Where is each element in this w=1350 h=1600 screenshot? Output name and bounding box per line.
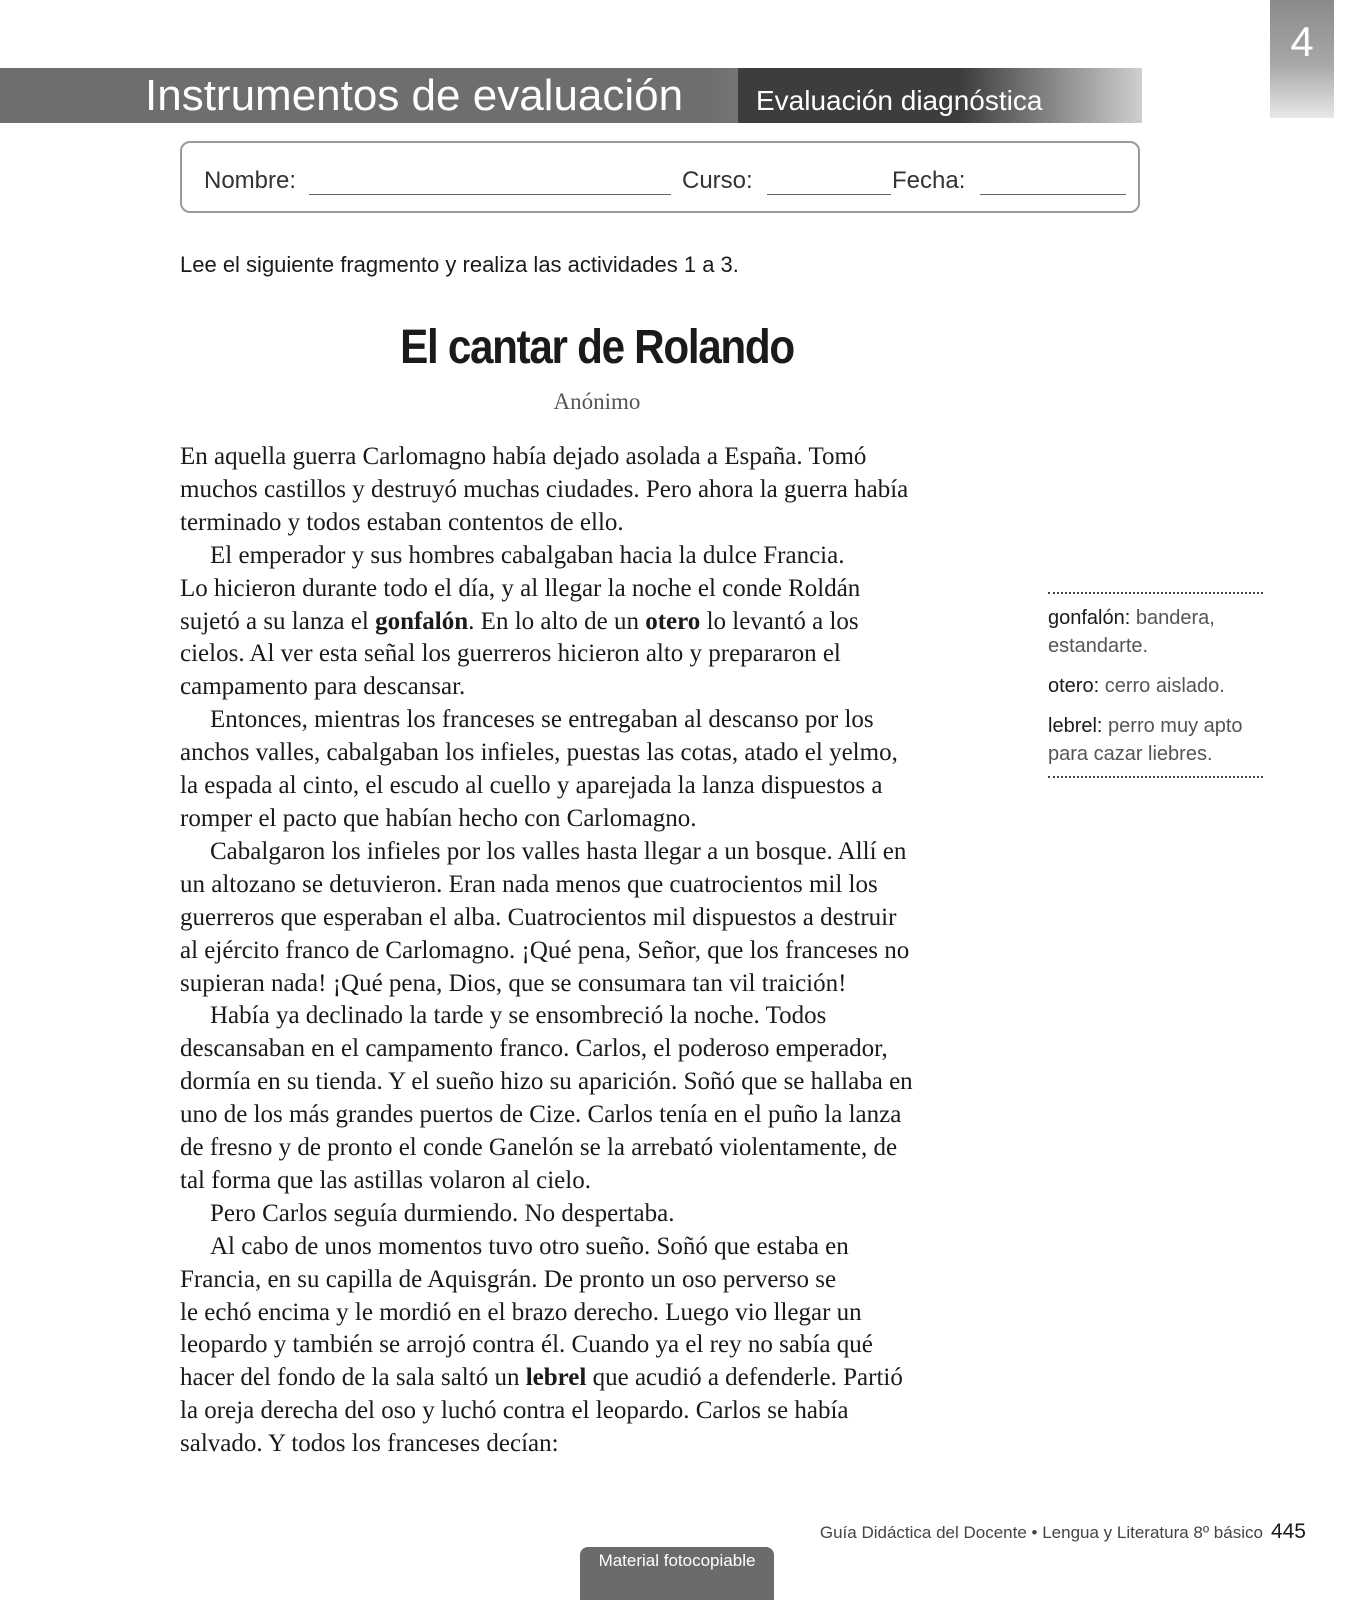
text-line: Francia, en su capilla de Aquisgrán. De pronto un oso perverso se: [180, 1265, 837, 1293]
text-segment: . En lo alto de un: [468, 607, 646, 635]
story-body: [180, 441, 1030, 1461]
name-field: [204, 167, 671, 195]
text-line: En aquella guerra Carlomagno había dejado asolada a España. Tomó: [180, 443, 867, 470]
header-subtitle: Evaluación diagnóstica: [756, 85, 1043, 116]
text-segment: hacer del fondo de la sala saltó un: [180, 1364, 526, 1392]
text-line: leopardo y también se arrojó contra él. Cuando ya el rey no sabía qué: [180, 1331, 873, 1359]
photocopy-tab: [580, 1547, 774, 1600]
text-segment: sujetó a su lanza el: [180, 607, 376, 635]
glossary-term: gonfalón:: [1048, 607, 1131, 629]
name-input-line[interactable]: [309, 168, 671, 195]
glossary-box: [1048, 592, 1263, 778]
footer-guide: [820, 1520, 1306, 1544]
story-author: Anónimo: [553, 389, 641, 414]
glossary-word-gonfalon: gonfalón: [375, 607, 469, 635]
glossary-definition: para cazar liebres.: [1048, 743, 1213, 765]
text-line: descansaban en el campamento franco. Carlos, el poderoso emperador,: [180, 1035, 888, 1063]
text-line: dormía en su tienda. Y el sueño hizo su aparición. Soñó que se hallaba en: [180, 1068, 913, 1096]
glossary-word-lebrel: lebrel: [525, 1364, 587, 1392]
photocopy-label: Material fotocopiable: [598, 1551, 756, 1570]
instructions: Lee el siguiente fragmento y realiza las actividades 1 a 3.: [180, 252, 739, 277]
date-label: Fecha:: [892, 167, 966, 194]
text-line: Pero Carlos seguía durmiendo. No despertaba.: [210, 1199, 675, 1227]
text-segment: lo levantó a los: [700, 607, 859, 635]
unit-number: 4: [1290, 18, 1314, 65]
glossary-definition: estandarte.: [1048, 635, 1149, 657]
text-line: de fresno y de pronto el conde Ganelón se la arrebató violentamente, de: [180, 1134, 898, 1162]
text-line: terminado y todos estaban contentos de ello.: [180, 508, 624, 536]
student-info-form: [180, 141, 1140, 213]
text-line: campamento para descansar.: [180, 673, 466, 701]
story-title: El cantar de Rolando: [400, 321, 794, 374]
date-input-line[interactable]: [980, 168, 1126, 195]
text-line: al ejército franco de Carlomagno. ¡Qué pena, Señor, que los franceses no: [180, 936, 910, 964]
text-line: Lo hicieron durante todo el día, y al llegar la noche el conde Roldán: [180, 574, 861, 602]
course-label: Curso:: [682, 167, 753, 194]
text-line: supieran nada! ¡Qué pena, Dios, que se consumara tan vil traición!: [180, 969, 847, 997]
name-label: Nombre:: [204, 167, 297, 194]
text-line: un altozano se detuvieron. Eran nada menos que cuatrocientos mil los: [180, 870, 878, 898]
glossary-term: otero:: [1048, 675, 1100, 697]
glossary-definition: bandera,: [1130, 607, 1215, 629]
course-field: [682, 167, 891, 195]
unit-tab: [1270, 0, 1334, 118]
glossary-definition: cerro aislado.: [1099, 675, 1225, 697]
text-line: muchos castillos y destruyó muchas ciudades. Pero ahora la guerra había: [180, 475, 909, 503]
text-line: la oreja derecha del oso y luchó contra el leopardo. Carlos se había: [180, 1397, 849, 1425]
text-line: Cabalgaron los infieles por los valles hasta llegar a un bosque. Allí en: [210, 837, 907, 865]
date-field: [892, 167, 1126, 195]
text-line: le echó encima y le mordió en el brazo derecho. Luego vio llegar un: [180, 1298, 862, 1326]
text-line: romper el pacto que habían hecho con Carlomagno.: [180, 804, 697, 832]
footer-guide-text: Guía Didáctica del Docente • Lengua y Literatura 8º básico: [819, 1523, 1263, 1542]
text-line: cielos. Al ver esta señal los guerreros hicieron alto y prepararon el: [180, 640, 841, 668]
text-line: Al cabo de unos momentos tuvo otro sueño. Soñó que estaba en: [210, 1232, 849, 1260]
course-input-line[interactable]: [767, 168, 891, 195]
glossary-term: lebrel:: [1048, 715, 1103, 737]
text-line: guerreros que esperaban el alba. Cuatrocientos mil dispuestos a destruir: [180, 903, 897, 931]
text-segment: que acudió a defenderle. Partió: [586, 1364, 903, 1392]
text-line: Había ya declinado la tarde y se ensombreció la noche. Todos: [210, 1002, 827, 1030]
header-title: Instrumentos de evaluación: [145, 71, 684, 120]
glossary-entry-gonfalon: [1048, 604, 1263, 660]
glossary-definition: perro muy apto: [1102, 715, 1243, 737]
text-line: [180, 1362, 1030, 1395]
text-line: uno de los más grandes puertos de Cize. Carlos tenía en el puño la lanza: [180, 1101, 902, 1129]
page-number: 445: [1270, 1520, 1306, 1543]
text-line: la espada al cinto, el escudo al cuello y aparejada la lanza dispuestos a: [180, 772, 883, 800]
text-line: tal forma que las astillas volaron al cielo.: [180, 1166, 591, 1194]
text-line: Entonces, mientras los franceses se entregaban al descanso por los: [210, 706, 874, 734]
glossary-entry-lebrel: [1048, 712, 1263, 768]
glossary-entry-otero: [1048, 672, 1263, 700]
header-subtitle-band: [738, 68, 1142, 123]
text-line: [180, 606, 1030, 639]
text-line: El emperador y sus hombres cabalgaban hacia la dulce Francia.: [210, 541, 845, 569]
glossary-word-otero: otero: [645, 607, 701, 635]
text-line: salvado. Y todos los franceses decían:: [180, 1430, 559, 1458]
text-line: anchos valles, cabalgaban los infieles, puestas las cotas, atado el yelmo,: [180, 739, 898, 767]
